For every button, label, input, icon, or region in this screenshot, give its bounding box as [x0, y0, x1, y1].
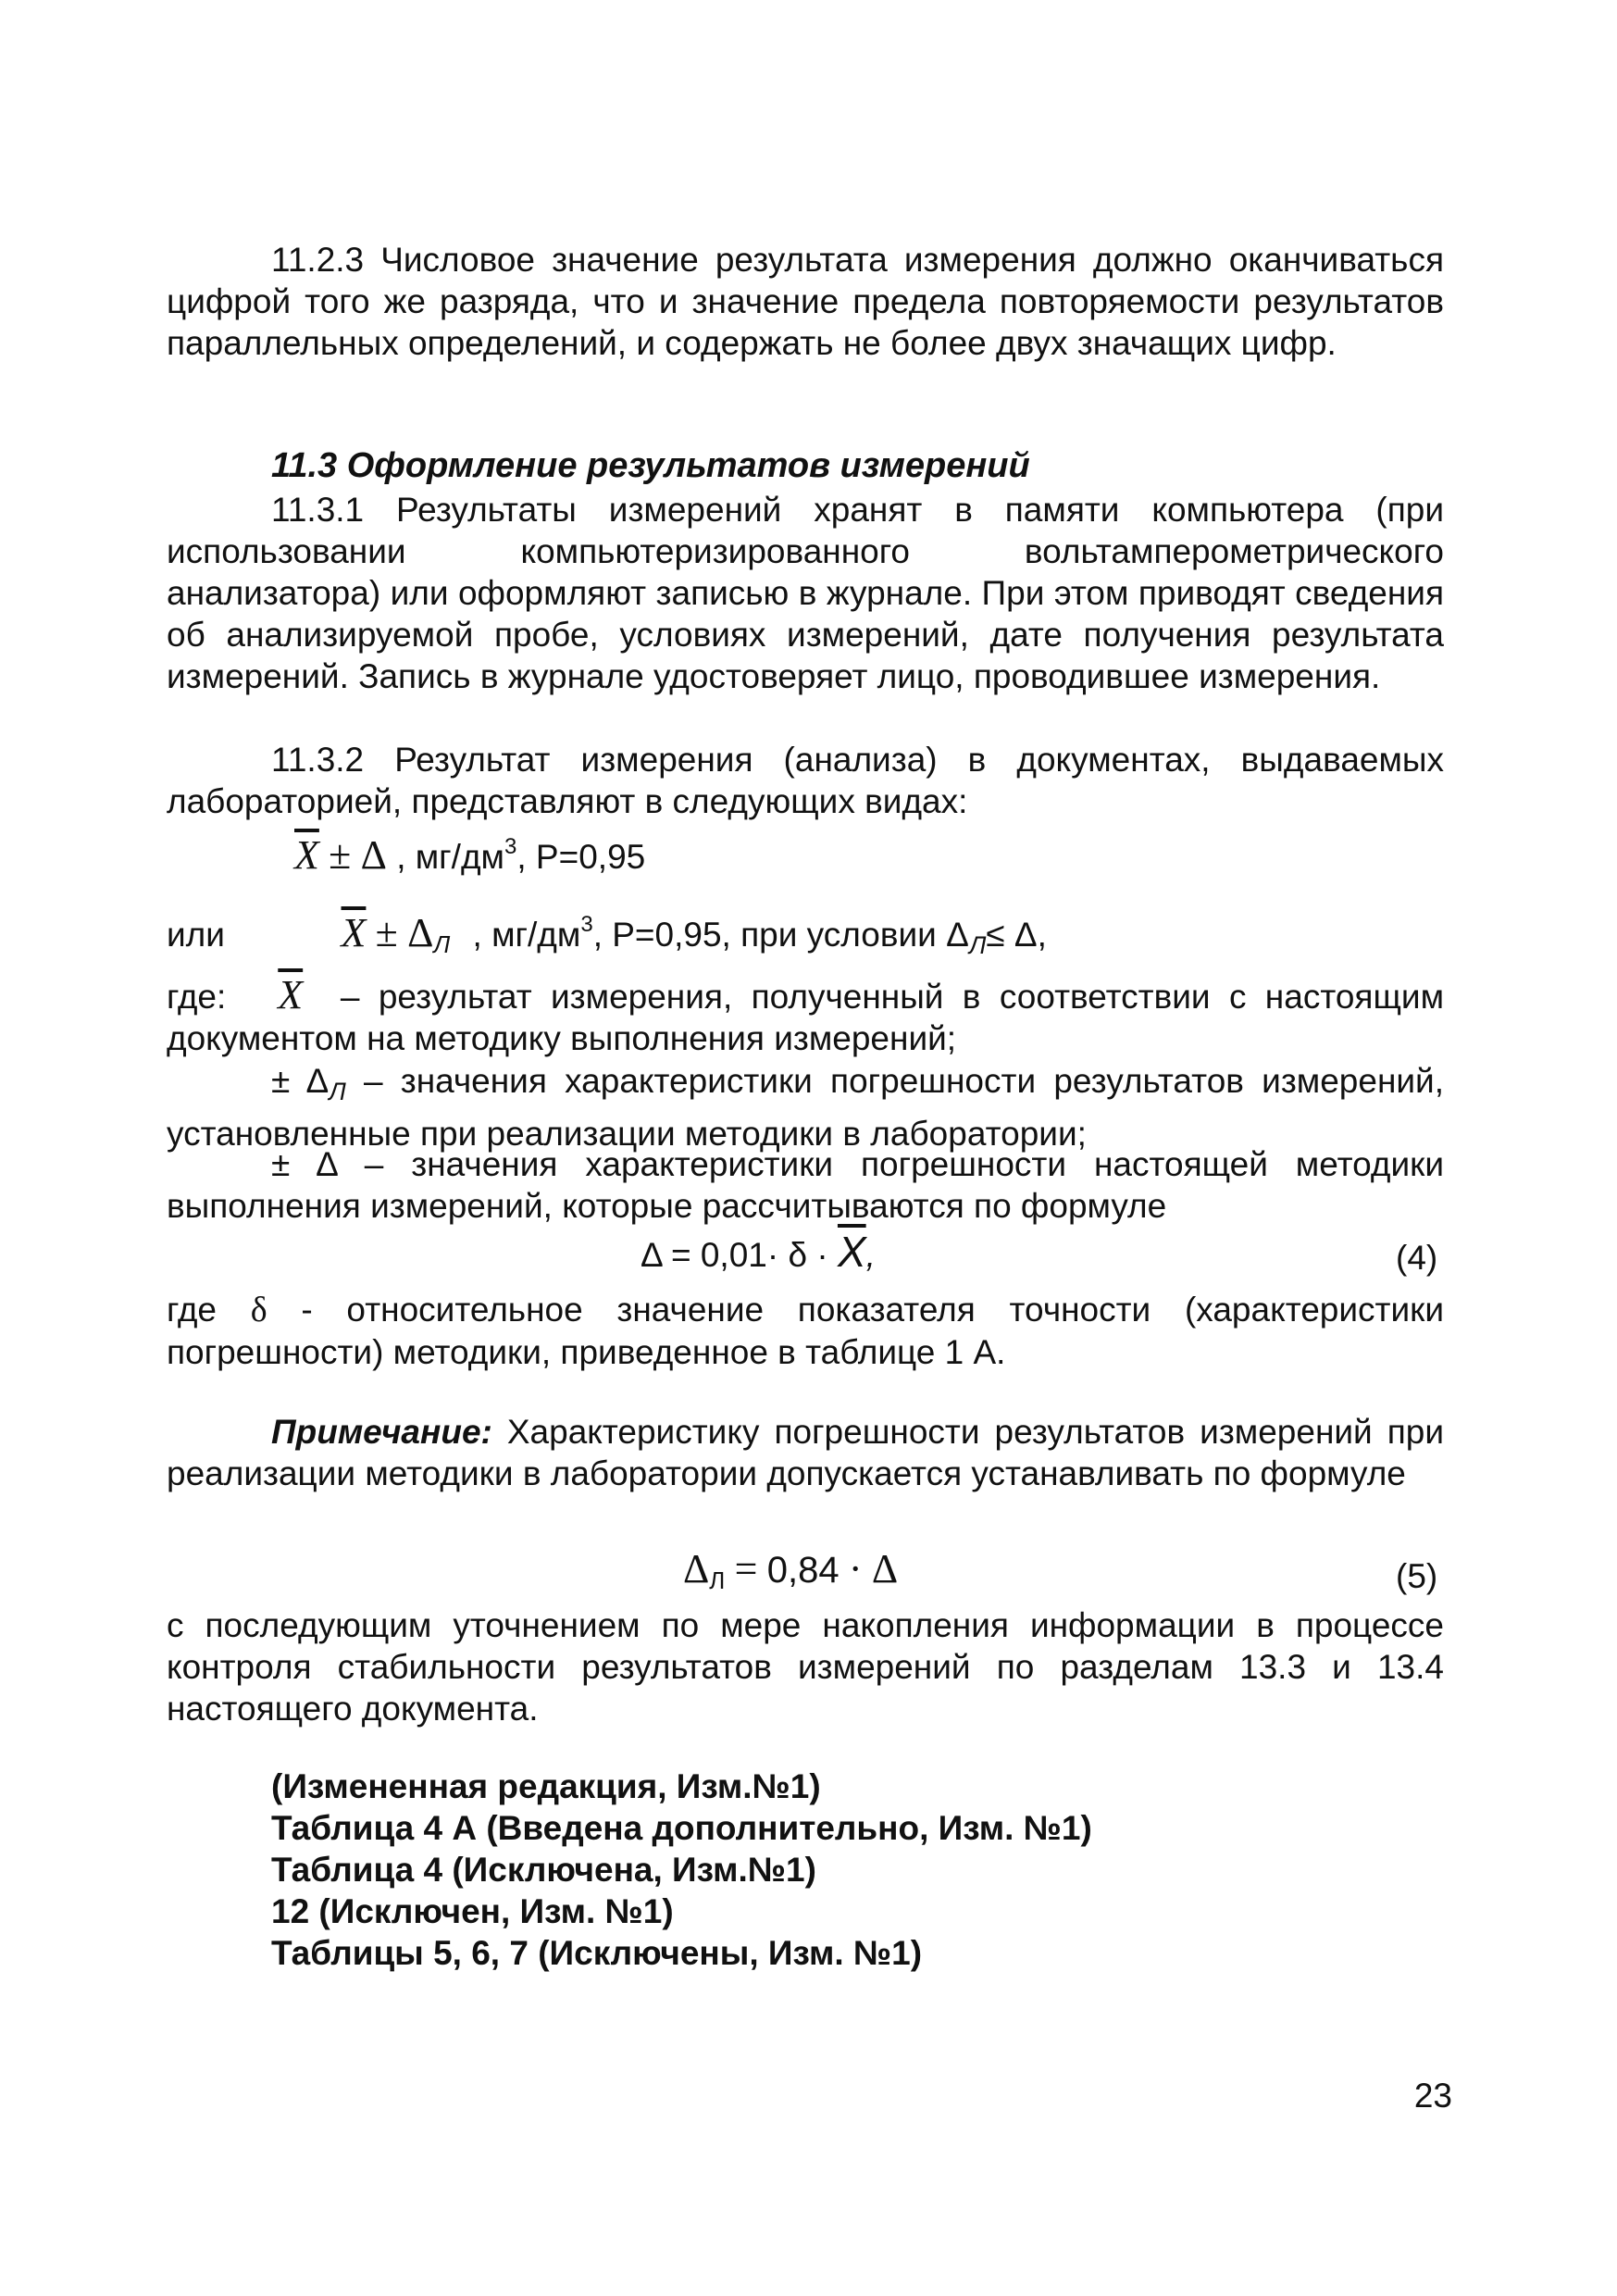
formula-2-condition: , Р=0,95, при условии Δ: [592, 916, 969, 954]
formula-5-number: (5): [1396, 1557, 1438, 1595]
formula-1-delta: Δ: [360, 832, 387, 878]
note-label: Примечание:: [271, 1413, 492, 1451]
note: [167, 1411, 1444, 1494]
formula-1-pm: ±: [329, 832, 352, 878]
formula-2-lead: или: [167, 916, 225, 954]
formula-2-condition-end: ≤ Δ,: [986, 916, 1047, 954]
formula-1: [294, 826, 645, 878]
amendment-line: Таблицы 5, 6, 7 (Исключены, Изм. №1): [271, 1934, 923, 1972]
where-delta-lab-sub: Л: [329, 1078, 346, 1105]
amendment-line: (Измененная редакция, Изм.№1): [271, 1767, 821, 1805]
formula-4-comma: ,: [865, 1236, 876, 1274]
formula-5-delta-sub: Л: [709, 1566, 726, 1594]
where-delta-lab-text: – значения характеристики погрешности результатов измерений, установленные при реализации методики в лаборатории;: [167, 1062, 1445, 1153]
formula-2-unit: , мг/дм: [472, 916, 581, 954]
amendments-list: [271, 1766, 1092, 1974]
formula-5-eq: =: [734, 1546, 758, 1591]
where-mean-text: – результат измерения, полученный в соответствии с настоящим документом на методику выполнения измерений;: [167, 978, 1445, 1057]
where-relative-delta-lead: где: [167, 1291, 218, 1329]
formula-1-mean: $\overline{X}$: [294, 832, 319, 878]
formula-4-number: (4): [1396, 1239, 1438, 1277]
paragraph-after-formula-5: с последующим уточнением по мере накопления информации в процессе контроля стабильности результатов измерений по разделам 13.3 и 13.4 настоящего документа.: [167, 1606, 1444, 1728]
where-relative-delta-text: - относительное значение показателя точности (характеристики погрешности) методики, приведенное в таблице 1 А.: [167, 1291, 1445, 1371]
formula-5-dot: ·: [848, 1546, 863, 1591]
paragraph-11-3-2: 11.3.2 Результат измерения (анализа) в документах, выдаваемых лабораторией, представляют в следующих видах:: [167, 741, 1444, 820]
page-number: 23: [1413, 2077, 1452, 2115]
formula-4: [641, 1228, 876, 1276]
amendment-line: 12 (Исключен, Изм. №1): [271, 1892, 674, 1930]
formula-2-delta-sub: Л: [433, 930, 451, 958]
formula-1-unit-sup: 3: [504, 834, 517, 859]
amendment-line: Таблица 4 А (Введена дополнительно, Изм. №1): [271, 1809, 1092, 1847]
where-mean: [167, 974, 1444, 1059]
formula-2-mean: $\overline{X}$: [341, 910, 367, 955]
formula-2-condition-sub: Л: [968, 931, 987, 959]
where-relative-delta: [167, 1289, 1444, 1373]
formula-2-pm: ±: [375, 910, 398, 955]
where-relative-delta-symbol: δ: [250, 1291, 267, 1329]
formula-2-unit-sup: 3: [580, 912, 593, 937]
formula-2-delta: Δ: [407, 910, 434, 955]
paragraph-11-2-3: 11.2.3 Числовое значение результата измерения должно оканчиваться цифрой того же разряда, что и значение предела повторяемости результатов параллельных определений, и содержать не более двух значащих цифр.: [167, 241, 1444, 362]
formula-4-mean: $\overline{X}$: [837, 1228, 866, 1276]
formula-1-prob: , Р=0,95: [516, 838, 646, 876]
formula-1-unit: , мг/дм: [396, 838, 504, 876]
paragraph-11-3-1: 11.3.1 Результаты измерений хранят в памяти компьютера (при использовании компьютеризированного вольтамперометрического анализатора) или оформляют записью в журнале. При этом приводят сведения об анализируемой пробе, условиях измерений, дате получения результата измерений. Запись в журнале удостоверяет лицо, проводившее измерения.: [167, 491, 1444, 695]
formula-4-expr: Δ = 0,01· δ ·: [641, 1236, 828, 1274]
formula-5-coef: 0,84: [766, 1550, 840, 1591]
where-delta: ± Δ – значения характеристики погрешности настоящей методики выполнения измерений, которые рассчитываются по формуле: [167, 1145, 1444, 1225]
where-delta-lab-symbol: ± Δ: [271, 1062, 330, 1100]
where-mean-symbol: $\overline{X}$: [278, 972, 304, 1017]
where-mean-lead: где:: [167, 978, 227, 1016]
formula-5-delta-2: Δ: [871, 1546, 899, 1591]
formula-2: [167, 904, 1047, 967]
section-heading: 11.3 Оформление результатов измерений: [271, 446, 1030, 485]
formula-5-delta: Δ: [683, 1546, 710, 1591]
formula-5: [683, 1548, 898, 1602]
amendment-line: Таблица 4 (Исключена, Изм.№1): [271, 1851, 816, 1889]
where-delta-lab: [167, 1060, 1444, 1154]
note-text: Характеристику погрешности результатов измерений при реализации методики в лаборатории допускается устанавливать по формуле: [167, 1413, 1445, 1492]
